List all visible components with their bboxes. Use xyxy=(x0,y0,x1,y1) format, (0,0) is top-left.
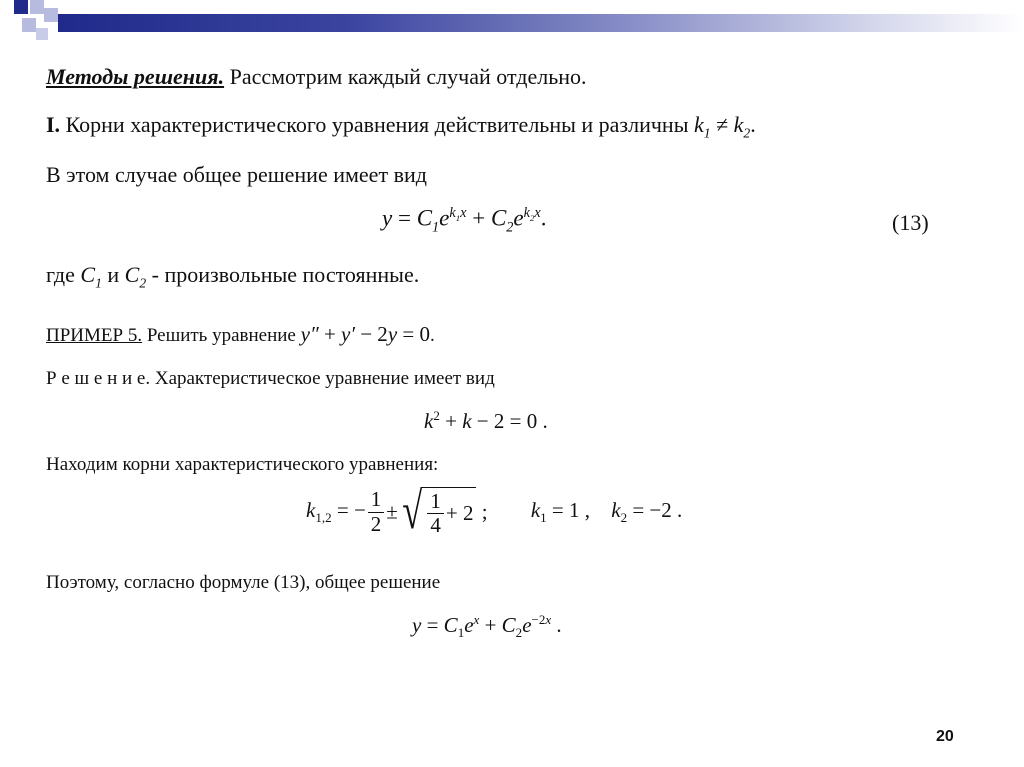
example-label: ПРИМЕР 5. xyxy=(46,325,143,346)
methods-heading xyxy=(46,64,587,90)
page-number: 20 xyxy=(936,728,954,745)
general-intro: В этом случае общее решение имеет вид xyxy=(46,162,427,187)
conclusion-text: Поэтому, согласно формуле (13), общее решение xyxy=(46,572,441,593)
case-text: Корни характеристического уравнения действительны и различны xyxy=(60,112,694,137)
roots-formula: $k_{1,2}$ = − $\frac{1}{2}$ ±√ $\frac{1}{4}$ + 2 ; $k_1 = 1$ , $k_2 = -2$ . xyxy=(306,483,683,540)
roots-intro: Находим корни характеристического уравнения: xyxy=(46,454,439,475)
case-one-line: I. Корни характеристического уравнения действительны и различны $k_1 \ne k_2$. xyxy=(46,112,756,141)
methods-rest: Рассмотрим каждый случай отдельно. xyxy=(224,64,587,89)
solution-label: Р е ш е н и е. xyxy=(46,368,151,389)
final-solution: $y = C_1e^x + C_2e^{-2x}$ . xyxy=(412,612,562,641)
solution-line: Р е ш е н и е. Характеристическое уравнение имеет вид xyxy=(46,368,495,389)
characteristic-equation: $k^2 + k - 2 = 0$ . xyxy=(424,408,548,433)
example-line: ПРИМЕР 5. Решить уравнение y″ + y′ − 2y = 0. xyxy=(46,322,435,346)
case-numeral: I. xyxy=(46,112,61,137)
formula-13: $y = C_1e^{k_1x} + C_2e^{k_2x}$. xyxy=(382,205,547,236)
constants-line: где $C_1$ и $C_2$ - произвольные постоянные. xyxy=(46,262,420,291)
const-c1: $C_1$ xyxy=(80,262,102,291)
methods-term: Методы решения. xyxy=(46,64,225,89)
const-c2: $C_2$ xyxy=(124,262,147,291)
case-condition: $k_1 \ne k_2$ xyxy=(694,112,751,141)
formula-number: (13) xyxy=(892,210,929,235)
example-equation: y″ + y′ − 2y = 0 xyxy=(300,322,430,346)
